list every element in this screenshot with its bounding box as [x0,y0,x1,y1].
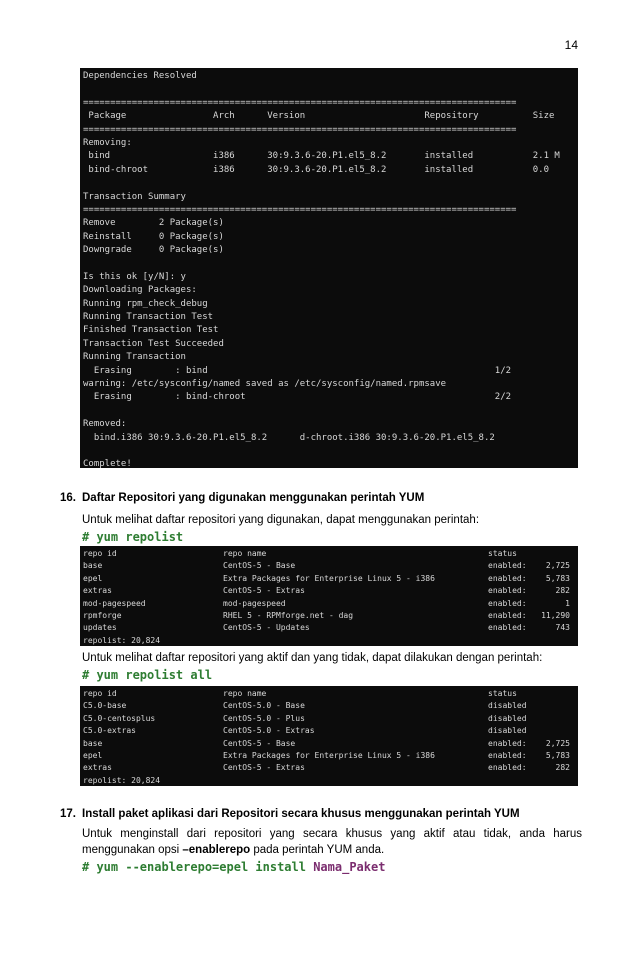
repolist-cell: CentOS-5 - Extras [223,586,305,596]
section-16-heading [60,492,424,504]
terminal-line: bind-chroot i386 30:9.3.6-20.P1.el5_8.2 installed 0.0 [83,164,549,175]
repolist-cell: enabled: [488,573,527,583]
table-row [83,713,578,725]
repolist-all-cell: 2,725 [545,738,570,748]
repolist-all-table [80,686,578,786]
table-row [83,560,578,572]
repolist-cell: 1 [565,598,570,608]
table-row [83,725,578,737]
table-row [83,738,578,750]
repolist-cell: CentOS-5 - Updates [223,623,310,633]
repolist-cell: enabled: [488,598,527,608]
repolist-cell: mod-pagespeed [223,598,286,608]
table-row [83,700,578,712]
terminal-output [80,68,578,468]
repolist-cell: extras [83,586,112,596]
repolist-cell: repo name [223,549,267,558]
terminal-line: Is this ok [y/N]: y [83,271,186,282]
repolist-cell: enabled: [488,561,527,571]
terminal-line: Erasing : bind 1/2 [83,365,512,376]
terminal-line: Removing: [83,137,132,148]
repolist-all-cell: C5.0-extras [83,726,136,736]
yum-repolist-all-command: # yum repolist all [82,668,213,682]
repolist-cell: status [488,549,517,558]
terminal-line [83,445,578,458]
section-16-intro2: Untuk melihat daftar repositori yang aktif dan yang tidak, dapat dilakukan dengan perintah: [82,652,543,664]
terminal-line: Complete! [83,459,132,468]
terminal-line [83,177,578,190]
table-row [83,598,578,610]
terminal-line: Removed: [83,419,127,430]
repolist-cell: mod-pagespeed [83,598,146,608]
repolist-all-cell: disabled [488,701,527,711]
terminal-line: warning: /etc/sysconfig/named saved as /etc/sysconfig/named.rpmsave [83,378,447,389]
repolist-total: repolist: 20,824 [83,775,161,785]
yum-enablerepo-text: # yum --enablerepo=epel install [82,860,306,874]
repolist-total: repolist: 20,824 [83,635,161,645]
repolist-all-cell: CentOS-5 - Base [223,738,296,748]
terminal-line: Remove 2 Package(s) [83,218,224,229]
terminal-line [83,83,578,96]
repolist-all-cell: C5.0-centosplus [83,713,156,723]
section-17-title: Install paket aplikasi dari Repositori secara khusus menggunakan perintah YUM [82,808,520,820]
section-17-heading [60,808,520,820]
repolist-all-cell: CentOS-5.0 - Base [223,701,305,711]
repolist-all-cell: enabled: [488,763,527,773]
repolist-cell: 743 [555,623,570,633]
repolist-cell: base [83,561,103,571]
terminal-line: Running Transaction Test [83,312,214,323]
terminal-line: Finished Transaction Test [83,325,219,336]
section-17-text-a: Untuk menginstall dari repositori yang secara khusus yang aktif atau tidak, anda harus menggunakan opsi [82,828,582,856]
terminal-line: Running Transaction [83,352,186,363]
terminal-line: ================================================================================ [83,124,517,135]
terminal-line: Transaction Test Succeeded [83,338,224,349]
section-17-paragraph [82,826,582,858]
repolist-all-cell: disabled [488,713,527,723]
table-row [83,585,578,597]
table-row [83,750,578,762]
section-16-intro: Untuk melihat daftar repositori yang digunakan, dapat menggunakan perintah: [82,514,480,526]
terminal-line: bind.i386 30:9.3.6-20.P1.el5_8.2 d-chroot.i386 30:9.3.6-20.P1.el5_8.2 [83,432,495,443]
table-header [83,548,578,560]
enablerepo-option: –enablerepo [182,844,251,856]
table-header [83,688,578,700]
repolist-cell: 2,725 [545,561,570,571]
repolist-all-cell: enabled: [488,750,527,760]
package-name-placeholder: Nama_Paket [313,860,386,874]
repolist-cell: epel [83,573,103,583]
repolist-cell: 282 [555,586,570,596]
section-17-number: 17. [60,808,76,820]
terminal-line: bind i386 30:9.3.6-20.P1.el5_8.2 installed 2.1 M [83,151,560,162]
repolist-cell: 11,290 [541,610,570,620]
repolist-all-cell: enabled: [488,738,527,748]
terminal-line [83,405,578,418]
repolist-all-cell: 282 [555,763,570,773]
repolist-all-cell: repo name [223,689,267,698]
terminal-line: Reinstall 0 Package(s) [83,231,224,242]
terminal-line: Transaction Summary [83,191,186,202]
repolist-all-cell: 5,783 [545,750,570,760]
repolist-all-cell: status [488,689,517,698]
terminal-line: ================================================================================ [83,97,517,108]
yum-repolist-command: # yum repolist [82,530,184,544]
page-number: 14 [564,38,578,52]
repolist-cell: 5,783 [545,573,570,583]
repolist-cell: enabled: [488,586,527,596]
repolist-all-cell: Extra Packages for Enterprise Linux 5 - i386 [223,750,435,760]
repolist-all-cell: CentOS-5.0 - Extras [223,726,315,736]
repolist-cell: enabled: [488,610,527,620]
repolist-all-cell: CentOS-5 - Extras [223,763,305,773]
repolist-all-cell: disabled [488,726,527,736]
repolist-cell: repo id [83,549,117,558]
terminal-line: Erasing : bind-chroot 2/2 [83,392,512,403]
repolist-all-cell: repo id [83,689,117,698]
repolist-cell: enabled: [488,623,527,633]
terminal-line: Package Arch Version Repository Size [83,111,555,122]
repolist-all-cell: C5.0-base [83,701,127,711]
repolist-all-cell: base [83,738,103,748]
terminal-line: Downloading Packages: [83,285,197,296]
section-16-title: Daftar Repositori yang digunakan menggunakan perintah YUM [82,492,425,504]
repolist-cell: RHEL 5 - RPMforge.net - dag [223,610,354,620]
terminal-line [83,257,578,270]
repolist-all-cell: epel [83,750,103,760]
repolist-cell: Extra Packages for Enterprise Linux 5 - i386 [223,573,435,583]
repolist-cell: CentOS-5 - Base [223,561,296,571]
terminal-line: Downgrade 0 Package(s) [83,245,224,256]
terminal-line: Running rpm_check_debug [83,298,208,309]
repolist-cell: updates [83,623,117,633]
repolist-all-cell: extras [83,763,112,773]
repolist-table [80,546,578,646]
terminal-line: Dependencies Resolved [83,71,197,81]
repolist-cell: rpmforge [83,610,122,620]
table-row [83,622,578,634]
table-row [83,573,578,585]
section-17-text-b: pada perintah YUM anda. [250,844,385,856]
table-row [83,610,578,622]
terminal-line: ================================================================================ [83,204,517,215]
section-16-number: 16. [60,492,76,504]
repolist-all-cell: CentOS-5.0 - Plus [223,713,305,723]
table-row [83,762,578,774]
yum-enablerepo-command [82,860,385,874]
